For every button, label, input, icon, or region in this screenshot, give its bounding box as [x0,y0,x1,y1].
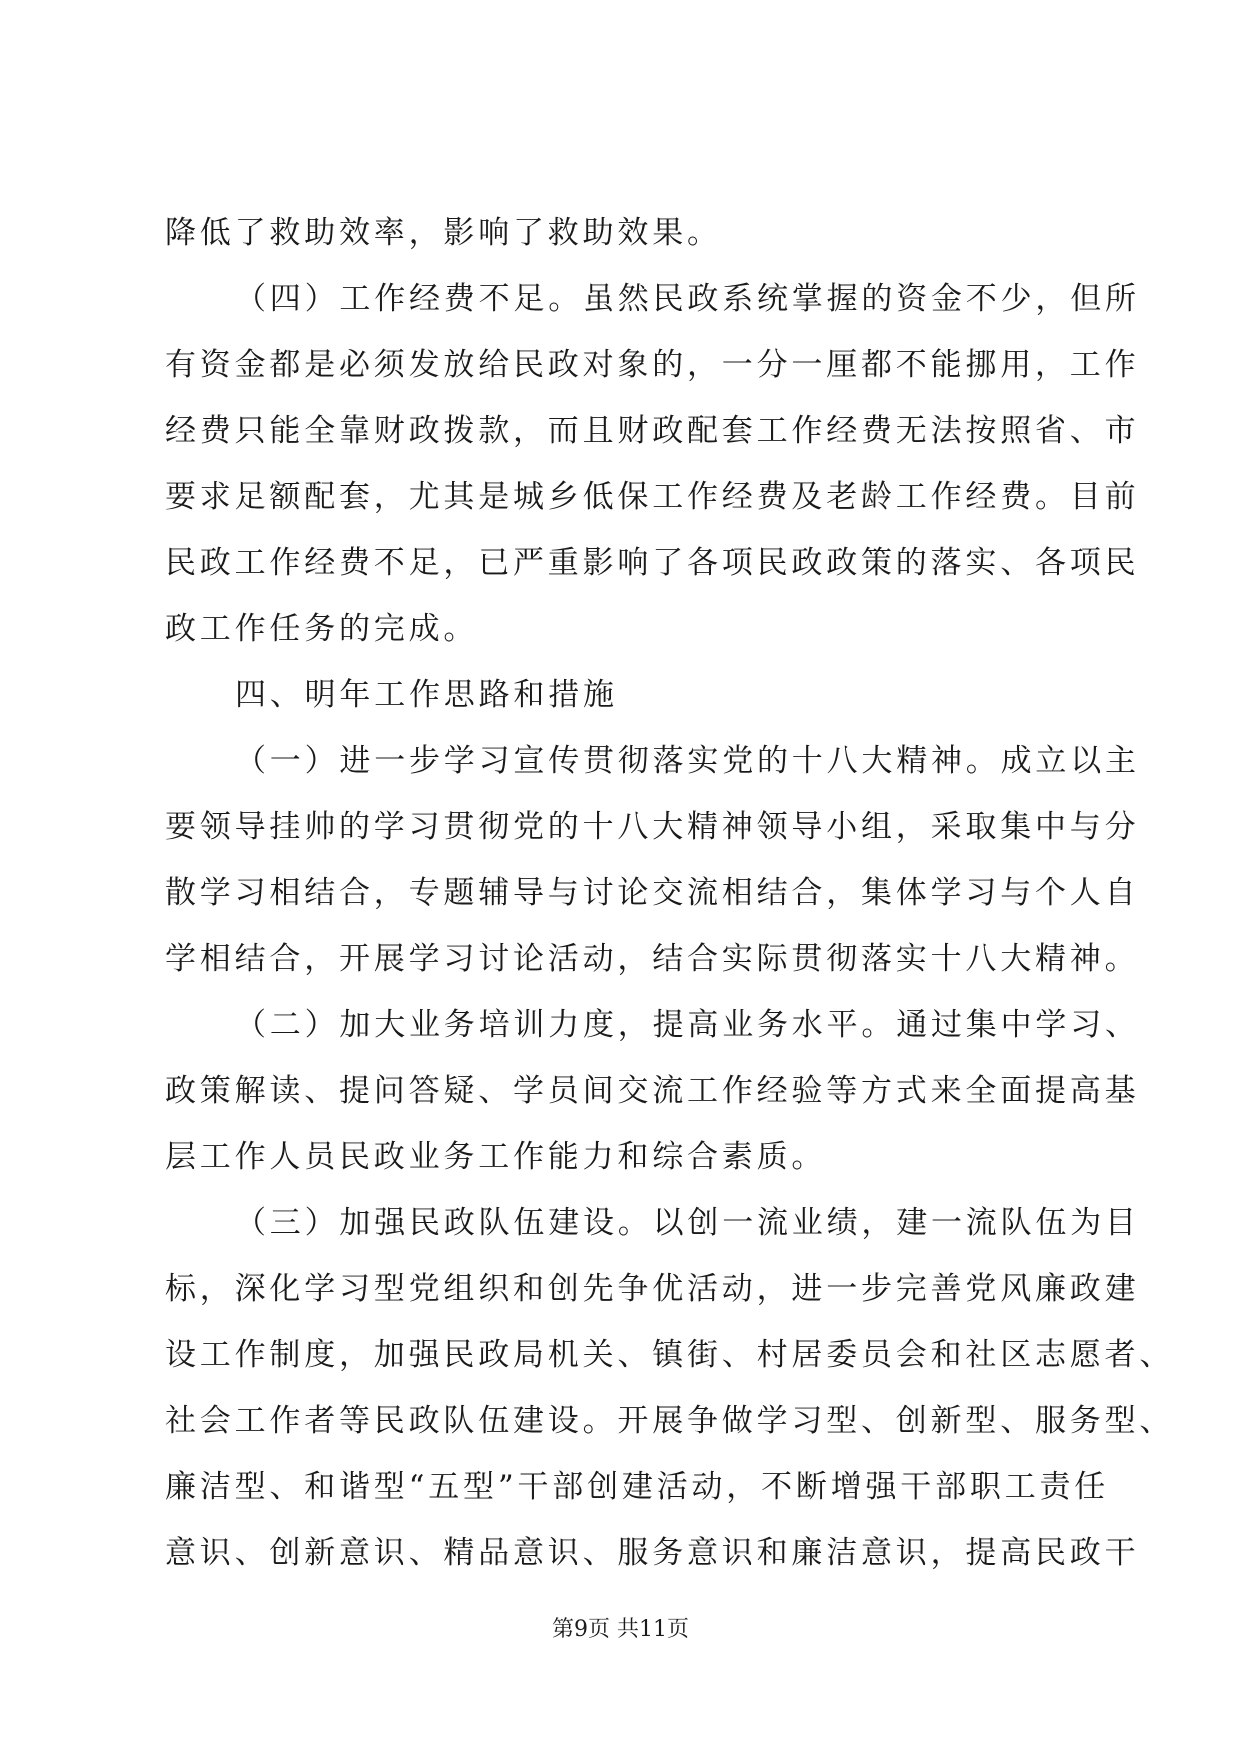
text-line: 有资金都是必须发放给民政对象的，一分一厘都不能挪用，工作 [165,347,1140,383]
text-line: 廉洁型、和谐型“五型”干部创建活动，不断增强干部职工责任 [165,1469,1110,1505]
text-line: 要领导挂帅的学习贯彻党的十八大精神领导小组，采取集中与分 [165,809,1140,845]
page-number-footer: 第9页 共11页 [552,1617,689,1642]
text-line: 经费只能全靠财政拨款，而且财政配套工作经费无法按照省、市 [165,413,1140,449]
text-line: 要求足额配套，尤其是城乡低保工作经费及老龄工作经费。目前 [165,479,1140,515]
text-line: 层工作人员民政业务工作能力和综合素质。 [165,1139,827,1175]
text-line: 标，深化学习型党组织和创先争优活动，进一步完善党风廉政建 [165,1271,1140,1307]
text-line: 设工作制度，加强民政局机关、镇街、村居委员会和社区志愿者、 [165,1337,1175,1373]
section-heading: 四、明年工作思路和措施 [235,677,618,713]
text-line: （四）工作经费不足。虽然民政系统掌握的资金不少，但所 [235,281,1140,317]
text-line: 散学习相结合，专题辅导与讨论交流相结合，集体学习与个人自 [165,875,1140,911]
text-line: 政工作任务的完成。 [165,611,479,647]
text-line: 政策解读、提问答疑、学员间交流工作经验等方式来全面提高基 [165,1073,1140,1109]
text-line: 降低了救助效率，影响了救助效果。 [165,215,722,251]
text-line: 意识、创新意识、精品意识、服务意识和廉洁意识，提高民政干 [165,1535,1140,1571]
text-line: （三）加强民政队伍建设。以创一流业绩，建一流队伍为目 [235,1205,1140,1241]
document-body [165,200,1175,1586]
text-line: 民政工作经费不足，已严重影响了各项民政政策的落实、各项民 [165,545,1140,581]
text-line: 社会工作者等民政队伍建设。开展争做学习型、创新型、服务型、 [165,1403,1175,1439]
text-line: 学相结合，开展学习讨论活动，结合实际贯彻落实十八大精神。 [165,941,1140,977]
text-line: （二）加大业务培训力度，提高业务水平。通过集中学习、 [235,1007,1140,1043]
text-line: （一）进一步学习宣传贯彻落实党的十八大精神。成立以主 [235,743,1140,779]
